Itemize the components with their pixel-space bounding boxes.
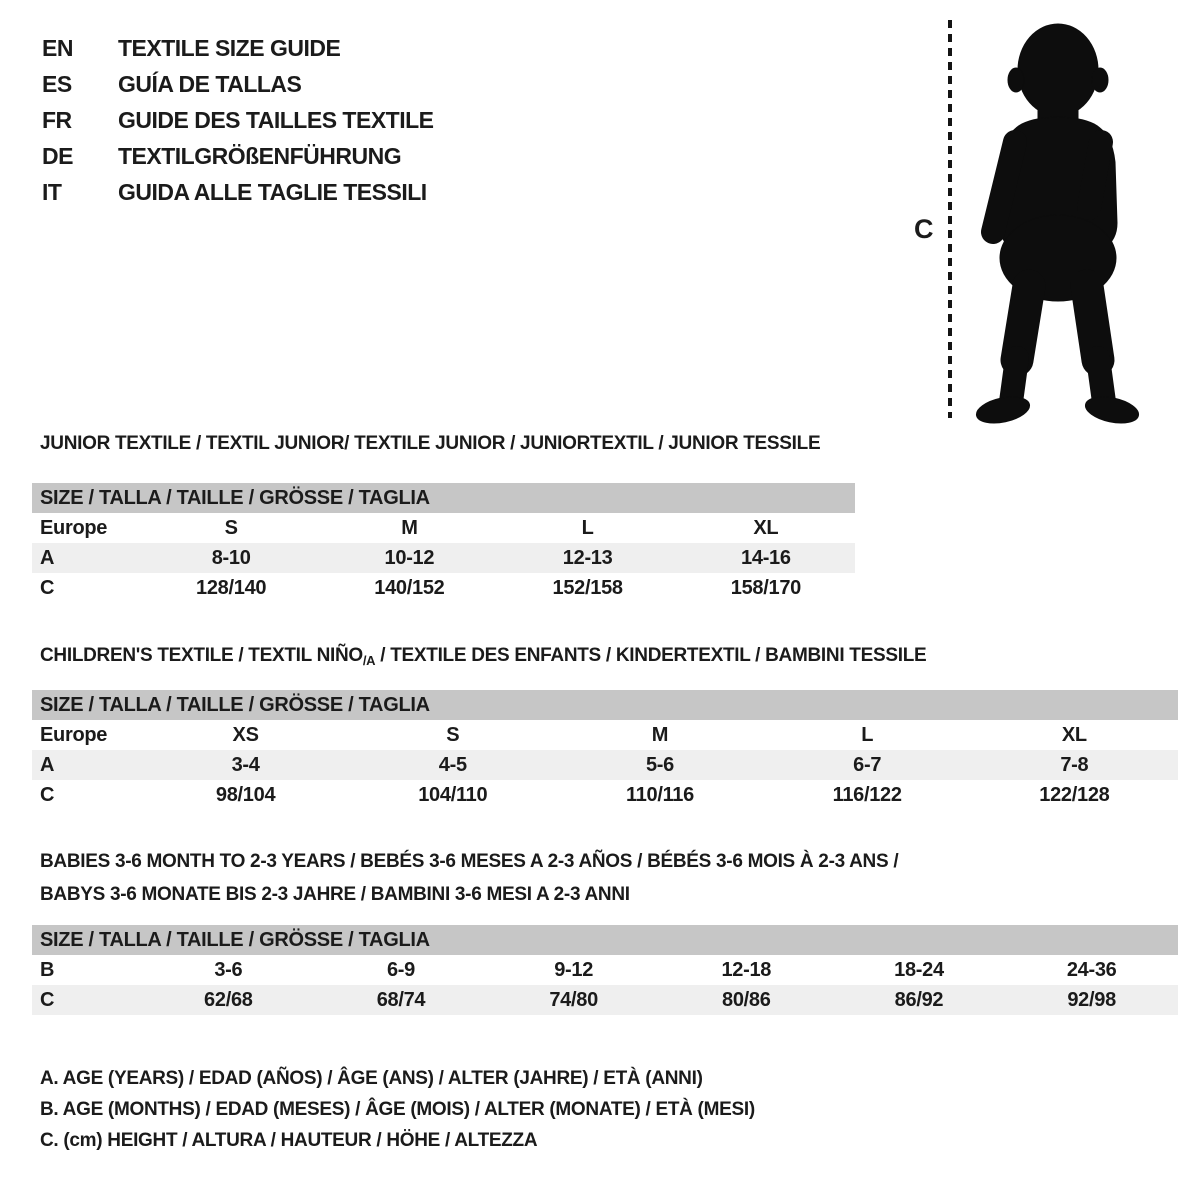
language-code: IT [42,178,62,205]
size-value: XS [232,723,259,746]
height-value: 152/158 [552,576,623,599]
language-legend [42,30,434,210]
children-size-table [32,690,1178,810]
size-value: M [651,723,669,746]
age-value: 4-5 [349,750,556,780]
height-value: 104/110 [418,783,488,806]
height-value: 98/104 [215,783,276,806]
language-code: DE [42,142,73,169]
junior-size-table [32,483,855,603]
toddler-silhouette-icon [970,18,1148,428]
table-row-age [32,543,855,573]
row-label: C [40,783,55,806]
age-value: 3-4 [142,750,349,780]
language-row-es [42,66,434,102]
age-value: 12-18 [721,958,772,981]
height-value: 92/98 [1005,985,1178,1015]
age-value: 10-12 [320,543,498,573]
children-section-title [40,645,926,668]
babies-size-table [32,925,1178,1015]
row-label: A [32,543,142,573]
row-label: Europe [40,723,108,746]
age-value: 14-16 [677,543,855,573]
children-title-pre: CHILDREN'S TEXTILE / TEXTIL NIÑO [40,645,363,666]
age-value: 5-6 [556,750,763,780]
height-value: 128/140 [196,576,267,599]
language-row-fr [42,102,434,138]
language-row-en [42,30,434,66]
table-row-height [32,780,1178,810]
height-value: 74/80 [487,985,660,1015]
height-value: 116/122 [832,783,902,806]
age-value: 6-7 [764,750,971,780]
height-value: 62/68 [142,985,315,1015]
measure-c-label: C [914,214,934,244]
age-value: 9-12 [554,958,594,981]
table-row-europe [32,720,1178,750]
height-value: 86/92 [833,985,1006,1015]
age-value: 12-13 [499,543,677,573]
height-value: 110/116 [625,783,694,806]
table-row-height [32,985,1178,1015]
babies-title-line1: BABIES 3-6 MONTH TO 2-3 YEARS / BEBÉS 3-6 MESES A 2-3 AÑOS / BÉBÉS 3-6 MOIS À 2-3 ANS / [40,851,899,872]
height-value: 68/74 [315,985,488,1015]
age-value: 18-24 [894,958,944,981]
guide-title-it: GUIDA ALLE TAGLIE TESSILI [118,178,427,205]
size-header-bar: SIZE / TALLA / TAILLE / GRÖSSE / TAGLIA [32,925,1178,955]
height-value: 122/128 [1039,783,1110,806]
height-dashed-line [948,20,952,418]
note-age-months: B. AGE (MONTHS) / EDAD (MESES) / ÂGE (MOIS) / ALTER (MONATE) / ETÀ (MESI) [40,1099,755,1120]
language-code: FR [42,106,72,133]
table-row-age [32,750,1178,780]
height-value: 80/86 [660,985,833,1015]
children-title-post: / TEXTILE DES ENFANTS / KINDERTEXTIL / BAMBINI TESSILE [375,645,927,666]
size-value: S [224,516,238,539]
age-value: 24-36 [1066,958,1117,981]
language-code: EN [42,34,73,61]
size-value: L [581,516,594,539]
table-row-europe [32,513,855,543]
guide-title-fr: GUIDE DES TAILLES TEXTILE [118,106,434,133]
row-label: B [40,958,55,981]
language-row-it [42,174,434,210]
language-row-de [42,138,434,174]
row-label: C [32,985,142,1015]
age-value: 7-8 [971,750,1178,780]
note-height-cm: C. (cm) HEIGHT / ALTURA / HAUTEUR / HÖHE / ALTEZZA [40,1130,538,1151]
guide-title-en: TEXTILE SIZE GUIDE [118,34,341,61]
legend-notes [40,1063,755,1156]
guide-title-es: GUÍA DE TALLAS [118,70,302,97]
guide-title-de: TEXTILGRÖßENFÜHRUNG [118,142,402,169]
note-age-years: A. AGE (YEARS) / EDAD (AÑOS) / ÂGE (ANS) / ALTER (JAHRE) / ETÀ (ANNI) [40,1068,703,1089]
size-value: XL [1061,723,1087,746]
table-row-age-months [32,955,1178,985]
age-value: 3-6 [214,958,243,981]
size-header-bar: SIZE / TALLA / TAILLE / GRÖSSE / TAGLIA [32,483,855,513]
height-value: 158/170 [730,576,801,599]
height-value: 140/152 [374,576,445,599]
junior-section-title: JUNIOR TEXTILE / TEXTIL JUNIOR/ TEXTILE JUNIOR / JUNIORTEXTIL / JUNIOR TESSILE [40,433,821,454]
size-value: L [861,723,874,746]
row-label: C [40,576,55,599]
babies-section-title [40,845,898,911]
children-title-sub: /A [362,653,376,668]
babies-title-line2: BABYS 3-6 MONATE BIS 2-3 JAHRE / BAMBINI 3-6 MESI A 2-3 ANNI [40,884,630,905]
height-measure-figure [912,14,1162,426]
size-header-bar: SIZE / TALLA / TAILLE / GRÖSSE / TAGLIA [32,690,1178,720]
language-code: ES [42,70,72,97]
size-value: M [401,516,418,539]
row-label: A [32,750,142,780]
size-value: XL [753,516,779,539]
age-value: 8-10 [142,543,320,573]
size-value: S [446,723,460,746]
table-row-height [32,573,855,603]
row-label: Europe [40,516,108,539]
age-value: 6-9 [386,958,415,981]
